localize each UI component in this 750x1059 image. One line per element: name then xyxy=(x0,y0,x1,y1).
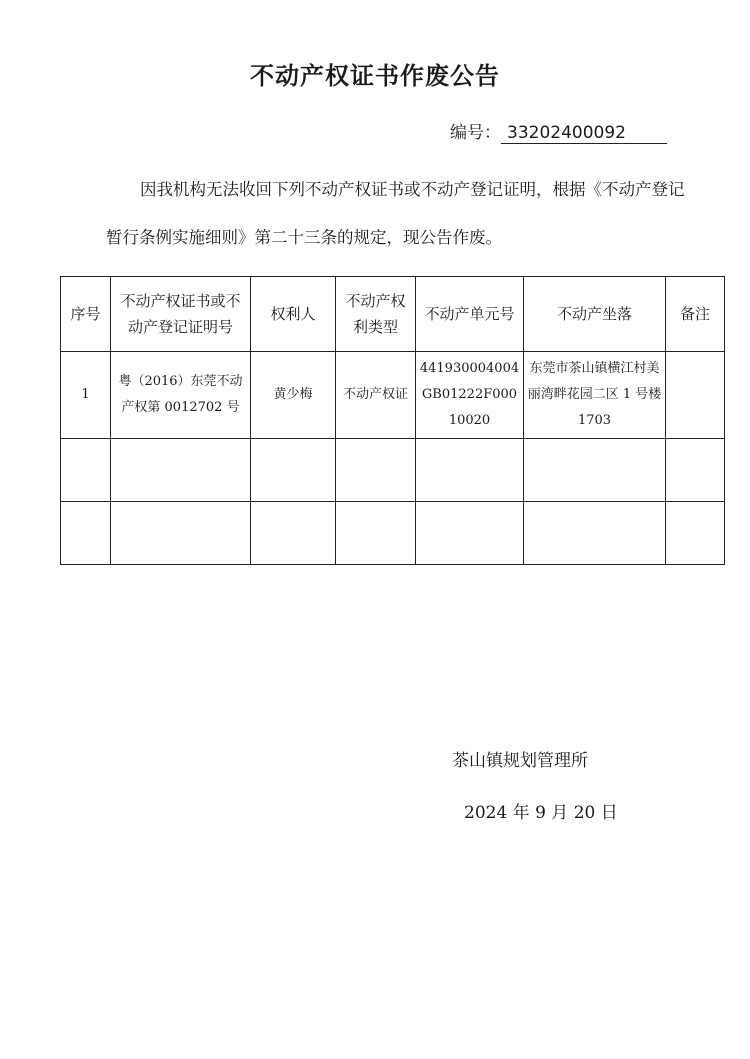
doc-number-label: 编号： xyxy=(450,123,501,143)
issue-date: 2024 年 9 月 20 日 xyxy=(464,803,618,823)
table-cell xyxy=(666,502,725,565)
table-cell xyxy=(524,439,666,502)
table-cell xyxy=(251,502,336,565)
doc-number-value: 33202400092 xyxy=(501,123,667,144)
header-cell: 不动产坐落 xyxy=(524,277,666,352)
certificate-table xyxy=(60,276,725,565)
table-cell xyxy=(666,352,725,439)
table-cell: 粤（2016）东莞不动产权第 0012702 号 xyxy=(111,352,251,439)
table-row-empty xyxy=(61,502,725,565)
table-cell xyxy=(251,439,336,502)
body-paragraph: 因我机构无法收回下列不动产权证书或不动产登记证明，根据《不动产登记暂行条例实施细则》第二十三条的规定，现公告作废。 xyxy=(106,180,685,247)
doc-number xyxy=(450,118,667,144)
table-cell: 1 xyxy=(61,352,111,439)
header-cell: 序号 xyxy=(61,277,111,352)
header-cell: 不动产权证书或不动产登记证明号 xyxy=(111,277,251,352)
table-cell xyxy=(416,439,524,502)
header-cell: 不动产权利类型 xyxy=(336,277,416,352)
table-cell: 441930004004GB01222F00010020 xyxy=(416,352,524,439)
issuing-organization: 茶山镇规划管理所 xyxy=(452,751,588,771)
table-row xyxy=(61,352,725,439)
header-cell: 权利人 xyxy=(251,277,336,352)
table-row-empty xyxy=(61,439,725,502)
table-cell xyxy=(111,502,251,565)
header-cell: 备注 xyxy=(666,277,725,352)
table-cell: 不动产权证 xyxy=(336,352,416,439)
table-cell xyxy=(666,439,725,502)
table-cell xyxy=(61,439,111,502)
table-cell xyxy=(336,502,416,565)
table-cell xyxy=(416,502,524,565)
page-title: 不动产权证书作废公告 xyxy=(250,62,500,90)
table-cell xyxy=(111,439,251,502)
table-cell xyxy=(336,439,416,502)
table-header-row xyxy=(61,277,725,352)
table-cell xyxy=(61,502,111,565)
table-cell xyxy=(524,502,666,565)
header-cell: 不动产单元号 xyxy=(416,277,524,352)
table-cell: 东莞市茶山镇横江村美丽湾畔花园二区 1 号楼 1703 xyxy=(524,352,666,439)
table-cell: 黄少梅 xyxy=(251,352,336,439)
